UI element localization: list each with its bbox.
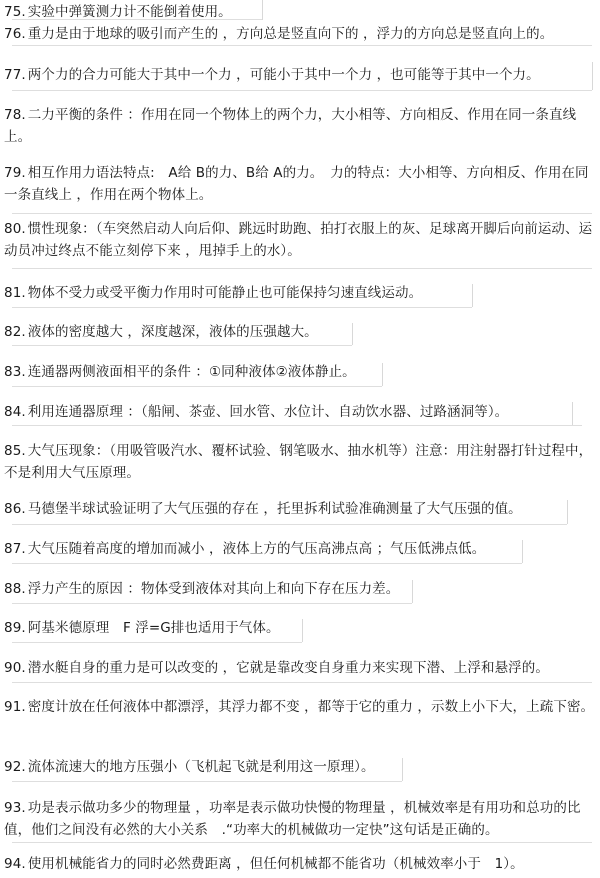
note-item [4, 401, 596, 423]
item-text: 相互作用力语法特点: A给 B的力、B给 A的力。 力的特点：大小相等、方向相反、作用在同一条直线上 ，作用在两个物体上。 [4, 165, 589, 203]
item-number: 94. [4, 856, 26, 872]
item-number: 85. [4, 443, 26, 459]
scan-line [12, 842, 592, 843]
scan-line [12, 345, 352, 346]
item-text: 阿基米德原理 F 浮=G排也适用于气体。 [27, 620, 280, 636]
scan-line [12, 386, 382, 387]
note-item [4, 578, 596, 600]
item-number: 80. [4, 221, 26, 237]
scan-line [12, 781, 402, 782]
item-text: 两个力的合力可能大于其中一个力 ，可能小于其中一个力 ，也可能等于其中一个力。 [27, 67, 540, 83]
item-text: 利用连通器原理 ：（船闸、茶壶、回水管、水位计、自动饮水器、过路涵洞等）。 [27, 404, 509, 420]
item-number: 93. [4, 800, 26, 816]
item-text: 重力是由于地球的吸引而产生的 ，方向总是竖直向下的 ，浮力的方向总是竖直向上的。 [27, 26, 554, 42]
item-number: 81. [4, 285, 26, 301]
item-number: 92. [4, 759, 26, 775]
item-number: 82. [4, 324, 26, 340]
note-item [4, 696, 596, 718]
note-item [4, 1, 596, 23]
scan-line [12, 307, 472, 308]
note-item [4, 23, 596, 45]
scan-line [12, 563, 522, 564]
item-text: 流体流速大的地方压强小（飞机起飞就是利用这一原理）。 [27, 759, 375, 775]
item-text: 密度计放在任何液体中都漂浮，其浮力都不变 ，都等于它的重力 ，示数上小下大，上疏下密。 [27, 699, 595, 715]
note-item [4, 162, 596, 206]
note-item [4, 853, 596, 875]
item-number: 79. [4, 165, 26, 181]
note-item [4, 617, 596, 639]
item-number: 83. [4, 364, 26, 380]
scan-line [12, 90, 592, 91]
scan-line [12, 425, 582, 426]
note-item [4, 756, 596, 778]
item-number: 77. [4, 67, 26, 83]
item-number: 86. [4, 501, 26, 517]
note-item [4, 657, 596, 679]
item-number: 90. [4, 660, 26, 676]
item-text: 液体的密度越大 ，深度越深，液体的压强越大。 [27, 324, 318, 340]
item-number: 89. [4, 620, 26, 636]
item-text: 大气压现象：（用吸管吸汽水、覆杯试验、钢笔吸水、抽水机等）注意：用注射器打针过程中，不是利用大气压原理。 [4, 443, 593, 481]
item-text: 使用机械能省力的同时必然费距离 ，但任何机械都不能省功（机械效率小于 1）。 [27, 856, 524, 872]
scan-line [12, 45, 592, 46]
note-item [4, 321, 596, 343]
scan-line [12, 213, 592, 214]
note-item [4, 361, 596, 383]
item-text: 大气压随着高度的增加而减小 ，液体上方的气压高沸点高 ；气压低沸点低。 [27, 541, 486, 557]
note-item [4, 64, 596, 86]
item-text: 惯性现象：（车突然启动人向后仰、跳远时助跑、拍打衣服上的灰、足球离开脚后向前运动、运动员冲过终点不能立刻停下来 ，甩掉手上的水）。 [4, 221, 593, 259]
note-item [4, 538, 596, 560]
note-item [4, 104, 596, 148]
item-number: 76. [4, 26, 26, 42]
scan-line [12, 268, 592, 269]
item-text: 连通器两侧液面相平的条件 ：①同种液体②液体静止。 [27, 364, 356, 380]
scan-line [12, 642, 302, 643]
item-number: 87. [4, 541, 26, 557]
item-number: 75. [4, 4, 26, 20]
scan-line [12, 682, 592, 683]
item-text: 物体不受力或受平衡力作用时可能静止也可能保持匀速直线运动。 [27, 285, 423, 301]
item-number: 88. [4, 581, 26, 597]
item-text: 浮力产生的原因 ：物体受到液体对其向上和向下存在压力差。 [27, 581, 400, 597]
item-number: 91. [4, 699, 26, 715]
item-text: 二力平衡的条件 ：作用在同一个物体上的两个力，大小相等、方向相反、作用在同一条直线上。 [4, 107, 577, 145]
scan-line [12, 524, 567, 525]
item-number: 84. [4, 404, 26, 420]
note-item [4, 797, 596, 841]
note-item [4, 218, 596, 262]
item-text: 实验中弹簧测力计不能倒着使用。 [27, 4, 232, 20]
item-text: 潜水艇自身的重力是可以改变的 ，它就是靠改变自身重力来实现下潜、上浮和悬浮的。 [27, 660, 549, 676]
item-number: 78. [4, 107, 26, 123]
item-text: 功是表示做功多少的物理量 ，功率是表示做功快慢的物理量 ，机械效率是有用功和总功的比值，他们之间没有必然的大小关系 .“功率大的机械做功一定快”这句话是正确的。 [4, 800, 581, 838]
note-item [4, 282, 596, 304]
note-item [4, 440, 596, 484]
note-item [4, 498, 596, 520]
item-text: 马德堡半球试验证明了大气压强的存在 ，托里拆利试验准确测量了大气压强的值。 [27, 501, 522, 517]
scan-line [12, 603, 412, 604]
